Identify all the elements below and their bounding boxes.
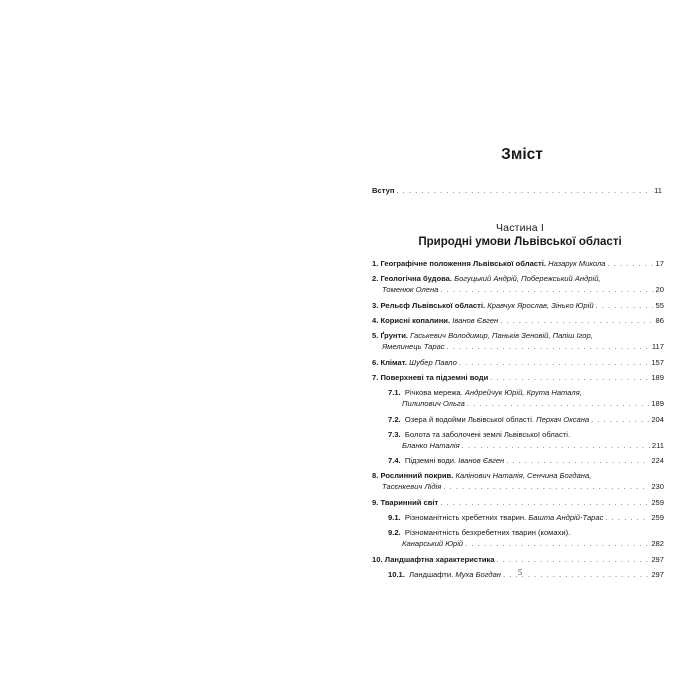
- toc-entry-line: [372, 274, 664, 285]
- dot-leader: [605, 513, 649, 524]
- toc-entry-authors: Кравчук Ярослав, Зінько Юрій: [487, 300, 594, 310]
- toc-entry-page: 117: [651, 342, 664, 352]
- toc-entry[interactable]: [372, 331, 664, 353]
- toc-entry-page: 259: [651, 497, 664, 507]
- toc-intro-entry[interactable]: [372, 186, 662, 195]
- toc-entry[interactable]: [372, 471, 664, 493]
- toc-entry[interactable]: [372, 274, 664, 296]
- toc-entry-page: 17: [655, 259, 664, 268]
- toc-entry-line: [372, 358, 664, 369]
- dot-leader: [459, 358, 650, 369]
- page-number: 5: [518, 568, 522, 577]
- part-title: Природні умови Львівської області: [418, 236, 622, 248]
- toc-entry-page: 189: [651, 372, 664, 382]
- toc-entry-line: [372, 259, 664, 270]
- toc-entry-authors: Назарук Микола: [548, 259, 606, 268]
- toc-entry[interactable]: [372, 373, 664, 384]
- toc-entry-number: 10.1.: [388, 570, 405, 580]
- toc-entry-page: 259: [651, 513, 664, 523]
- toc-entry-number: 9.2.: [388, 528, 401, 538]
- toc-entry-authors: Богуцький Андрій, Побережський Андрій,: [454, 274, 601, 284]
- toc-entry[interactable]: [372, 555, 664, 566]
- toc-entry-page: 224: [651, 456, 664, 466]
- dot-leader: [440, 285, 653, 296]
- toc-list: [372, 259, 664, 585]
- toc-entry-authors: Башта Андрій-Тарас: [528, 513, 604, 523]
- toc-entry-number: 7.2.: [388, 414, 401, 424]
- toc-entry-authors: Ямелинець Тарас: [382, 342, 445, 352]
- toc-entry-title: Клімат.: [380, 357, 407, 367]
- dot-leader: [490, 373, 649, 384]
- toc-entry-number: 6.: [372, 357, 379, 367]
- toc-entry-page: 86: [655, 315, 664, 325]
- toc-entry-text: [372, 373, 488, 384]
- dot-leader: [443, 482, 649, 493]
- toc-entry-title: Різноманітність хребетних тварин.: [404, 513, 527, 523]
- toc-entry[interactable]: [372, 513, 664, 524]
- toc-entry-number: 4.: [372, 315, 379, 325]
- toc-entry-authors: Муха Богдан: [455, 570, 501, 580]
- toc-entry-line: [372, 301, 664, 312]
- toc-entry-page: 282: [651, 539, 664, 549]
- toc-entry-number: 9.1.: [388, 513, 401, 523]
- toc-entry-page: 230: [651, 482, 664, 492]
- toc-entry-line: [388, 441, 664, 452]
- toc-entry-page: 297: [651, 554, 664, 564]
- toc-entry-title: Ґрунти.: [380, 331, 409, 341]
- toc-entry-title: Геологічна будова.: [380, 274, 453, 284]
- toc-entry-line: [388, 388, 664, 399]
- toc-entry[interactable]: [372, 415, 664, 426]
- toc-entry-title: Болота та заболочені землі Львівської області.: [404, 429, 571, 439]
- toc-entry[interactable]: [372, 301, 664, 312]
- toc-entry-page: 297: [651, 570, 664, 580]
- toc-entry-line: [372, 285, 664, 296]
- toc-entry-authors: Бланко Наталія: [402, 440, 460, 450]
- toc-entry-title: Рослинний покрив.: [380, 471, 454, 481]
- toc-entry[interactable]: [372, 316, 664, 327]
- dot-leader: [462, 441, 650, 452]
- toc-entry-page: 55: [655, 300, 664, 310]
- toc-entry-authors: Андрейчук Юрій, Крута Наталя,: [464, 388, 582, 398]
- toc-entry-line: [388, 539, 664, 550]
- toc-entry-authors: Шубер Павло: [409, 357, 457, 367]
- toc-entry-authors: Іванов Євген: [458, 456, 505, 466]
- dot-leader: [591, 415, 649, 426]
- toc-entry-title: Підземні води.: [404, 456, 457, 466]
- toc-entry-text: [372, 331, 593, 342]
- toc-entry-text: [388, 388, 582, 399]
- dot-leader: [447, 342, 650, 353]
- dot-leader: [497, 555, 650, 566]
- toc-entry-authors: Тасєнкевич Лідія: [382, 482, 442, 492]
- toc-entry-text: [372, 301, 594, 312]
- toc-entry-text: [388, 528, 570, 539]
- toc-entry-page: 189: [651, 399, 664, 409]
- toc-entry-title: Ландшафти.: [409, 570, 454, 580]
- toc-entry-authors: Томенюк Олена: [382, 285, 439, 295]
- toc-entry-title: Різноманітність безхребетних тварин (комахи).: [404, 528, 571, 538]
- toc-entry-title: Поверхневі та підземні води: [380, 372, 489, 382]
- toc-entry-authors: Канарський Юрій: [402, 539, 464, 549]
- toc-entry-title: Тваринний світ: [380, 497, 439, 507]
- dot-leader: [596, 301, 654, 312]
- dot-leader: [500, 316, 653, 327]
- toc-entry[interactable]: [372, 430, 664, 452]
- toc-entry-number: 3.: [372, 300, 379, 310]
- toc-entry-title: Озера й водойми Львівської області.: [404, 414, 534, 424]
- dot-leader: [506, 456, 649, 467]
- toc-intro-label: Вступ: [372, 186, 395, 195]
- toc-entry-line: [388, 456, 664, 467]
- toc-entry-line: [372, 373, 664, 384]
- toc-entry-number: 10.: [372, 554, 383, 564]
- toc-entry-line: [388, 528, 664, 539]
- toc-entry-number: 2.: [372, 274, 379, 284]
- toc-entry-page: 20: [655, 285, 664, 295]
- toc-entry-line: [372, 316, 664, 327]
- toc-entry-number: 7.4.: [388, 456, 401, 466]
- toc-entry-number: 7.3.: [388, 429, 401, 439]
- toc-entry-number: 7.1.: [388, 388, 401, 398]
- toc-entry-number: 8.: [372, 471, 379, 481]
- part-label: Частина І: [495, 222, 545, 234]
- dot-leader: [396, 186, 652, 195]
- toc-entry-text: [388, 513, 603, 524]
- toc-entry-authors: Пилипович Ольга: [402, 399, 465, 409]
- toc-entry-line: [388, 513, 664, 524]
- toc-intro-page: 11: [654, 186, 662, 195]
- toc-entry[interactable]: [372, 259, 664, 270]
- toc-entry[interactable]: [372, 358, 664, 369]
- toc-entry-text: [388, 415, 589, 426]
- toc-entry-line: [372, 342, 664, 353]
- toc-entry-text: [372, 259, 605, 270]
- toc-entry-line: [372, 555, 664, 566]
- toc-entry-line: [372, 498, 664, 509]
- toc-entry[interactable]: [372, 498, 664, 509]
- toc-entry-text: [372, 316, 498, 327]
- toc-entry[interactable]: [372, 528, 664, 550]
- page-title: Зміст: [501, 146, 543, 163]
- toc-entry-line: [372, 471, 664, 482]
- toc-entry-line: [372, 331, 664, 342]
- toc-entry-title: Географічне положення Львівської області.: [380, 259, 546, 268]
- toc-entry-page: 204: [651, 414, 664, 424]
- dot-leader: [467, 399, 649, 410]
- toc-entry-title: Річкова мережа.: [404, 388, 463, 398]
- toc-entry-page: 157: [651, 357, 664, 367]
- toc-entry-line: [372, 482, 664, 493]
- toc-entry-title: Корисні копалини.: [380, 315, 451, 325]
- toc-entry-line: [388, 430, 664, 441]
- dot-leader: [607, 259, 653, 270]
- toc-entry-text: [372, 471, 591, 482]
- toc-entry-line: [388, 399, 664, 410]
- toc-entry-number: 7.: [372, 372, 379, 382]
- toc-entry-authors: Гаськевич Володимир, Паньків Зеновій, Папіш Ігор,: [410, 331, 593, 341]
- toc-entry-authors: Калінович Наталія, Сенчина Богдана,: [455, 471, 592, 481]
- toc-entry-page: 211: [651, 440, 664, 450]
- toc-entry-title: Ландшафтна характеристика: [384, 554, 495, 564]
- toc-entry-number: 5.: [372, 331, 379, 341]
- toc-entry-number: 1.: [372, 259, 379, 268]
- toc-entry-authors: Перхач Оксана: [536, 414, 590, 424]
- toc-entry-line: [388, 415, 664, 426]
- dot-leader: [465, 539, 649, 550]
- toc-entry-text: [372, 274, 601, 285]
- toc-entry-text: [372, 555, 495, 566]
- toc-entry-title: Рельєф Львівської області.: [380, 300, 486, 310]
- toc-entry-authors: Іванов Євген: [452, 315, 499, 325]
- toc-entry-text: [388, 456, 504, 467]
- toc-entry-text: [372, 498, 438, 509]
- toc-entry-number: 9.: [372, 497, 379, 507]
- toc-entry[interactable]: [372, 388, 664, 410]
- toc-entry[interactable]: [372, 456, 664, 467]
- toc-entry-text: [372, 358, 457, 369]
- dot-leader: [440, 498, 649, 509]
- toc-entry-text: [388, 430, 570, 441]
